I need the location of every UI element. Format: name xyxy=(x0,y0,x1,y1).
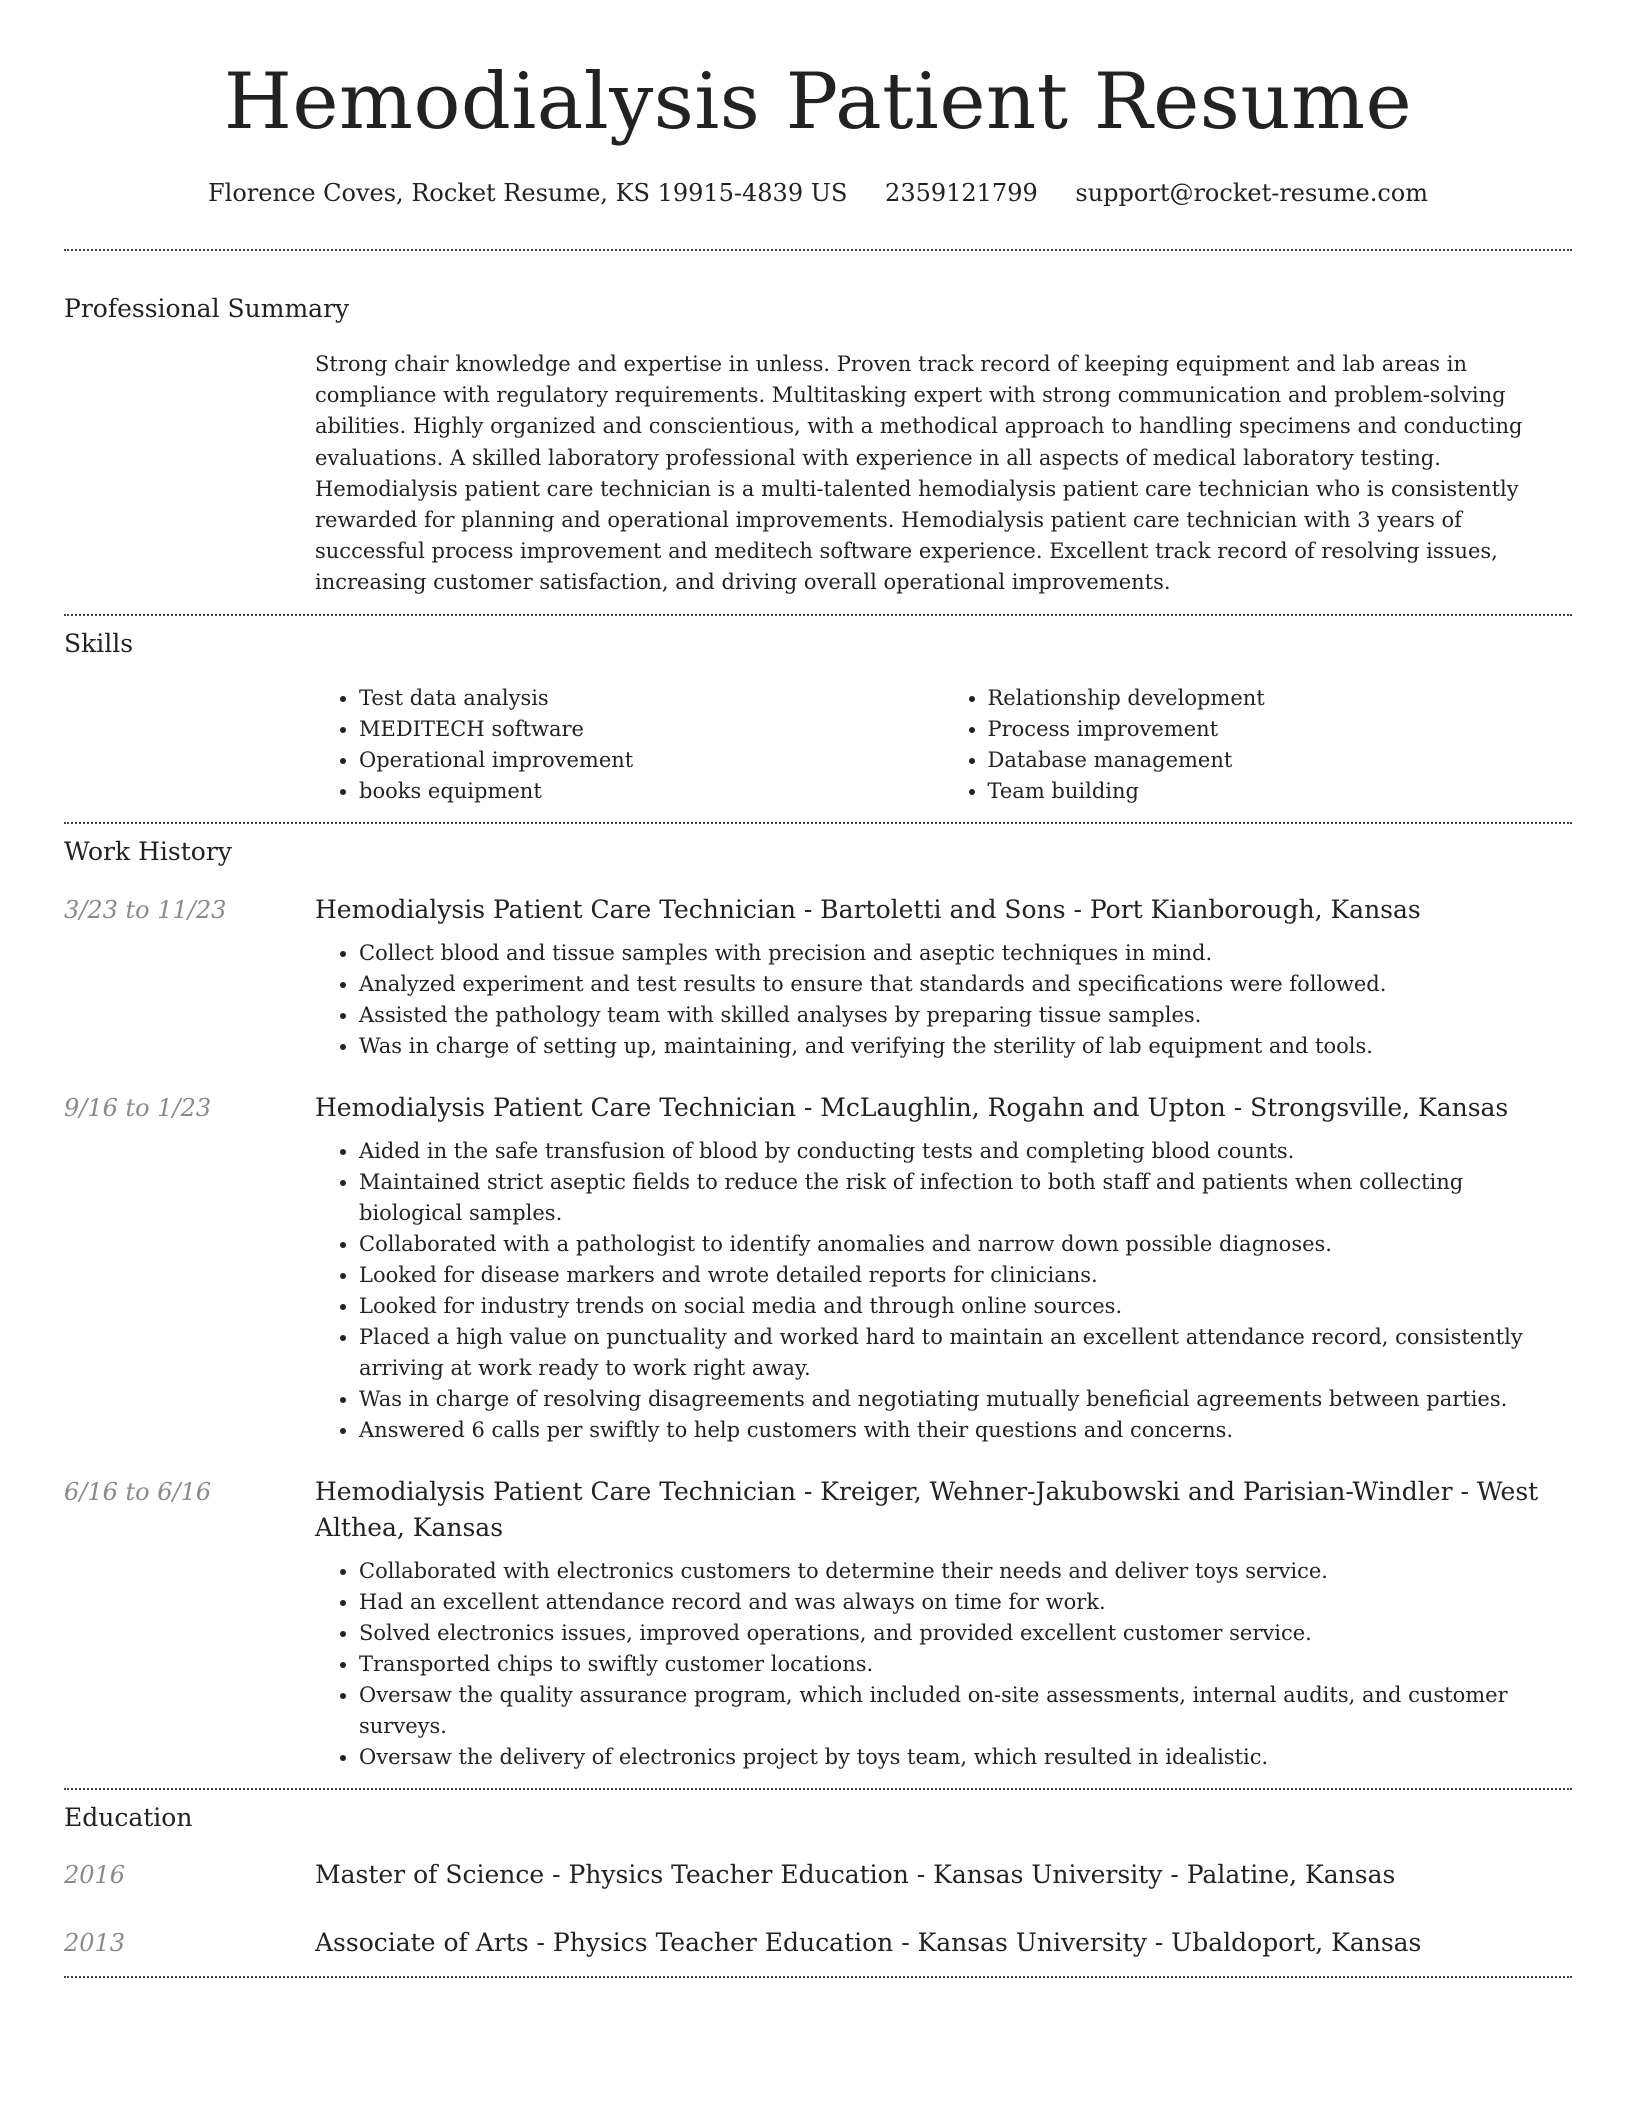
job-bullet: • Answered 6 calls per swiftly to help customers with their questions and concerns. xyxy=(359,1415,1572,1446)
job-bullet: • Looked for disease markers and wrote detailed reports for clinicians. xyxy=(359,1260,1572,1291)
skill-item: • books equipment xyxy=(359,776,944,807)
education-heading: Education xyxy=(64,1802,193,1832)
skills-list-right xyxy=(944,683,1573,807)
skill-item: • Process improvement xyxy=(988,714,1573,745)
job-dates: 6/16 to 6/16 xyxy=(64,1477,212,1506)
skill-item: • MEDITECH software xyxy=(359,714,944,745)
job-bullet: • Oversaw the delivery of electronics project by toys team, which resulted in idealistic. xyxy=(359,1742,1572,1773)
job-bullet: • Collaborated with a pathologist to identify anomalies and narrow down possible diagnoses. xyxy=(359,1229,1572,1260)
job-bullet: • Assisted the pathology team with skilled analyses by preparing tissue samples. xyxy=(359,1000,1572,1031)
section-divider xyxy=(64,1976,1572,1978)
job-bullet: • Placed a high value on punctuality and worked hard to maintain an excellent attendance record, consistently arriving at work ready to work right away. xyxy=(359,1322,1572,1384)
resume-page xyxy=(64,0,1572,1978)
job-title: Hemodialysis Patient Care Technician - Kreiger, Wehner-Jakubowski and Parisian-Windler - West Althea, Kansas xyxy=(315,1476,1539,1542)
job-title: Hemodialysis Patient Care Technician - McLaughlin, Rogahn and Upton - Strongsville, Kansas xyxy=(315,1092,1509,1122)
job-dates: 3/23 to 11/23 xyxy=(64,895,227,924)
job-bullet: • Analyzed experiment and test results to ensure that standards and specifications were followed. xyxy=(359,969,1572,1000)
education-title: Associate of Arts - Physics Teacher Education - Kansas University - Ubaldoport, Kansas xyxy=(315,1927,1422,1957)
summary-section xyxy=(64,294,1572,599)
job-bullets xyxy=(315,938,1572,1062)
education-section xyxy=(64,1803,1572,1961)
skill-item: • Relationship development xyxy=(988,683,1573,714)
job-entry xyxy=(64,1090,1572,1446)
job-bullet: • Maintained strict aseptic fields to reduce the risk of infection to both staff and patients when collecting biological samples. xyxy=(359,1167,1572,1229)
job-bullet: • Was in charge of setting up, maintaining, and verifying the sterility of lab equipment and tools. xyxy=(359,1031,1572,1062)
job-bullet: • Transported chips to swiftly customer locations. xyxy=(359,1649,1572,1680)
education-entry xyxy=(64,1925,1572,1961)
education-entry xyxy=(64,1857,1572,1893)
skills-heading: Skills xyxy=(64,628,134,658)
job-bullet: • Collect blood and tissue samples with precision and aseptic techniques in mind. xyxy=(359,938,1572,969)
job-bullet: • Collaborated with electronics customers to determine their needs and deliver toys service. xyxy=(359,1556,1572,1587)
header-divider xyxy=(64,249,1572,251)
skill-item: • Team building xyxy=(988,776,1573,807)
skills-list-left xyxy=(315,683,944,807)
contact-phone: 2359121799 xyxy=(885,179,1038,207)
summary-text: Strong chair knowledge and expertise in unless. Proven track record of keeping equipment and lab areas in compliance with regulatory requirements. Multitasking expert with strong communication and problem-solving abilities. Highly organized and conscientious, with a methodical approach to handling specimens and conducting evaluations. A skilled laboratory professional with experience in all aspects of medical laboratory testing. Hemodialysis patient care technician is a multi-talented hemodialysis patient care technician who is consistently rewarded for planning and operational improvements. Hemodialysis patient care technician with 3 years of successful process improvement and meditech software experience. Excellent track record of resolving issues, increasing customer satisfaction, and driving overall operational improvements. xyxy=(315,352,1523,595)
job-dates: 9/16 to 1/23 xyxy=(64,1093,212,1122)
summary-heading: Professional Summary xyxy=(64,294,350,323)
contact-address: Florence Coves, Rocket Resume, KS 19915-4839 US xyxy=(207,179,848,207)
education-year: 2016 xyxy=(64,1860,126,1889)
job-title: Hemodialysis Patient Care Technician - Bartoletti and Sons - Port Kianborough, Kansas xyxy=(315,894,1421,924)
resume-name: Hemodialysis Patient Resume xyxy=(223,57,1413,147)
job-bullet: • Looked for industry trends on social media and through online sources. xyxy=(359,1291,1572,1322)
job-bullets xyxy=(315,1136,1572,1446)
job-bullets xyxy=(315,1556,1572,1773)
education-title: Master of Science - Physics Teacher Education - Kansas University - Palatine, Kansas xyxy=(315,1859,1396,1889)
contact-line xyxy=(64,178,1572,208)
job-entry xyxy=(64,892,1572,1062)
work-history-section xyxy=(64,837,1572,1773)
job-bullet: • Was in charge of resolving disagreements and negotiating mutually beneficial agreements between parties. xyxy=(359,1384,1572,1415)
job-bullet: • Oversaw the quality assurance program, which included on-site assessments, internal audits, and customer surveys. xyxy=(359,1680,1572,1742)
education-year: 2013 xyxy=(64,1928,126,1957)
skills-section xyxy=(64,629,1572,807)
section-divider xyxy=(64,1788,1572,1790)
skill-item: • Database management xyxy=(988,745,1573,776)
section-divider xyxy=(64,614,1572,616)
job-bullet: • Had an excellent attendance record and was always on time for work. xyxy=(359,1587,1572,1618)
skill-item: • Operational improvement xyxy=(359,745,944,776)
job-bullet: • Aided in the safe transfusion of blood by conducting tests and completing blood counts. xyxy=(359,1136,1572,1167)
job-entry xyxy=(64,1474,1572,1773)
job-bullet: • Solved electronics issues, improved operations, and provided excellent customer service. xyxy=(359,1618,1572,1649)
work-history-heading: Work History xyxy=(64,836,232,866)
section-divider xyxy=(64,822,1572,824)
contact-email: support@rocket-resume.com xyxy=(1075,179,1429,207)
skill-item: • Test data analysis xyxy=(359,683,944,714)
